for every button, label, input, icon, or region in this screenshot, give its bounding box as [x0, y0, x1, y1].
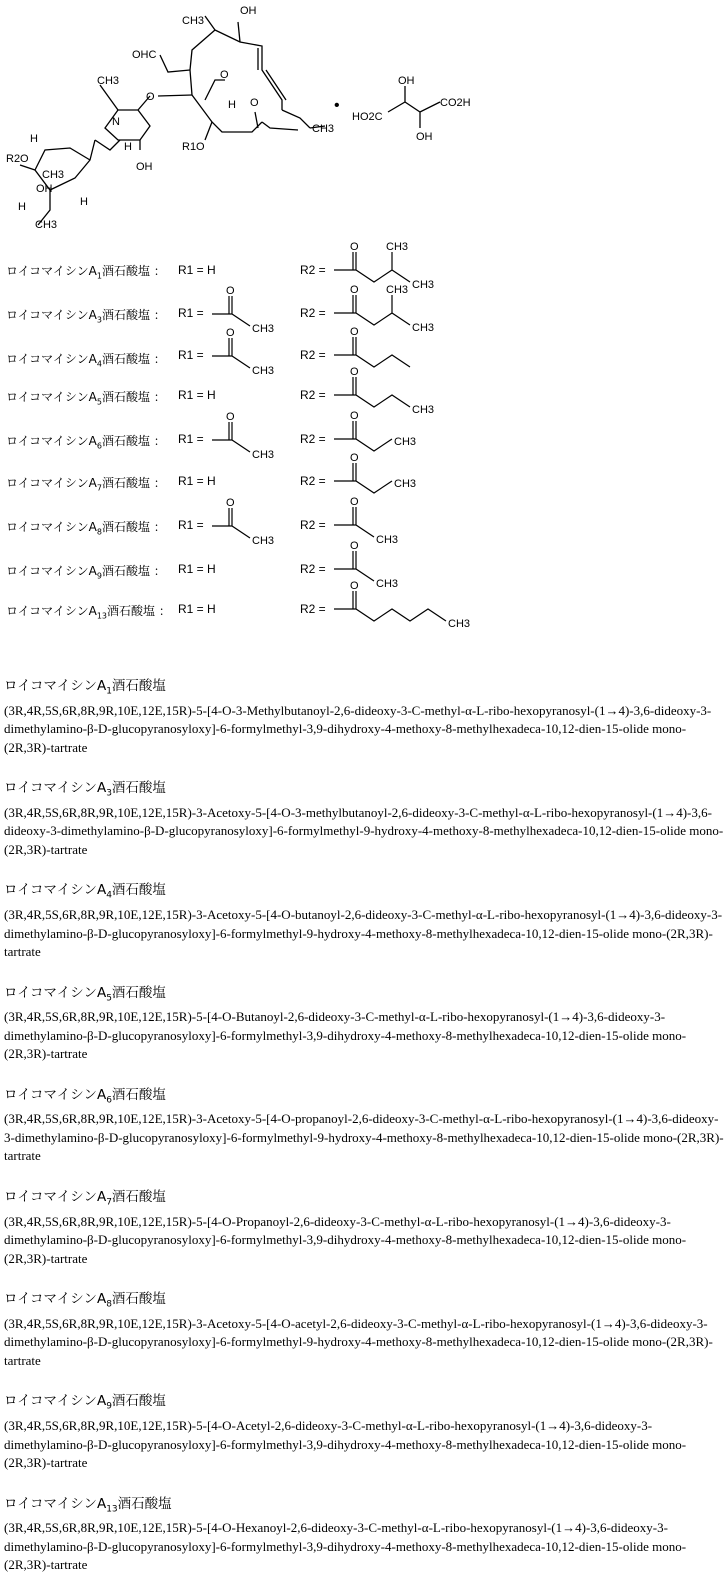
r2-row-3: R2 =	[300, 348, 326, 362]
r1-row-1: R1 = H	[178, 263, 216, 277]
entry-title: ロイコマイシン$A_5$酒石酸塩	[4, 984, 166, 1004]
label-oh-sugar2: OH	[36, 183, 53, 195]
atom-ch3: CH3	[412, 404, 435, 416]
label-oh-tartrate-1: OH	[398, 75, 415, 87]
label-o-lactone: O	[250, 97, 259, 109]
label-oh-tartrate-2: OH	[416, 131, 433, 143]
list-item	[4, 880, 726, 961]
r2-row-8: R2 =	[300, 562, 326, 576]
r2-row-5: R2 =	[300, 432, 326, 446]
entry-text: (3R,4R,5S,6R,8R,9R,10E,12E,15R)-5-[4-O-Acetyl-2,6-dideoxy-3-C-methyl-α-L-ribo-hexopyranosyl-(1→4)-3,6-dideoxy-3-dimethylamino-β-D-glucopyranosyloxy]-6-formylmethyl-3,9-dihydroxy-4-methoxy-8-methylhexadeca-10,12-dien-15-olide mono-(2R,3R)-tartrate	[4, 1418, 687, 1470]
list-item	[4, 1494, 726, 1575]
label-n: N	[112, 116, 120, 128]
atom-o: O	[350, 496, 359, 508]
atom-ch3: CH3	[412, 322, 435, 334]
table-row-name: ロイコマイシン$A_8$酒石酸塩 ：	[6, 520, 166, 537]
atom-ch3: CH3	[252, 535, 275, 547]
label-h-sugar1: H	[124, 141, 132, 153]
atom-o: O	[350, 284, 359, 296]
structure-labels	[6, 5, 471, 231]
r1-row-6: R1 = H	[178, 474, 216, 488]
atom-ch3: CH3	[394, 478, 417, 490]
atom-ch3: CH3	[412, 279, 435, 291]
table-row-name: ロイコマイシン$A_{13}$酒石酸塩 ：	[6, 604, 171, 621]
atom-o: O	[226, 285, 235, 297]
label-ch3-sugar: CH3	[97, 75, 120, 87]
label-ch3-sugar2: CH3	[42, 169, 65, 181]
label-h-ring: H	[228, 99, 236, 111]
label-ch3-lactone: CH3	[312, 123, 335, 135]
label-h-sugar2: H	[30, 133, 38, 145]
r1-row-9: R1 = H	[178, 602, 216, 616]
r2-row-9: R2 =	[300, 602, 326, 616]
entry-text: (3R,4R,5S,6R,8R,9R,10E,12E,15R)-5-[4-O-Hexanoyl-2,6-dideoxy-3-C-methyl-α-L-ribo-hexopyranosyl-(1→4)-3,6-dideoxy-3-dimethylamino-β-D-glucopyranosyloxy]-6-formylmethyl-3,9-dihydroxy-4-methoxy-8-methylhexadeca-10,12-dien-15-olide mono-(2R,3R)-tartrate	[4, 1520, 687, 1573]
atom-o: O	[226, 411, 235, 423]
label-oh-sugar: OH	[136, 161, 153, 173]
table-row-name: ロイコマイシン$A_6$酒石酸塩 ：	[6, 434, 166, 451]
list-item	[4, 1391, 726, 1472]
entry-text: (3R,4R,5S,6R,8R,9R,10E,12E,15R)-5-[4-O-3-Methylbutanoyl-2,6-dideoxy-3-C-methyl-α-L-ribo-hexopyranosyl-(1→4)-3,6-dideoxy-3-dimethylamino-β-D-glucopyranosyloxy]-6-formylmethyl-3,9-dihydroxy-4-methoxy-8-methylhexadeca-10,12-dien-15-olide mono-(2R,3R)-tartrate	[4, 702, 712, 755]
label-h-sugar2b: H	[80, 196, 88, 208]
entry-text: (3R,4R,5S,6R,8R,9R,10E,12E,15R)-3-Acetoxy-5-[4-O-acetyl-2,6-dideoxy-3-C-methyl-α-L-ribo-hexopyranosyl-(1→4)-3,6-dideoxy-3-dimethylamino-β-D-glucopyranosyloxy]-6-formylmethyl-9-hydroxy-4-methoxy-8-methylhexadeca-10,12-dien-15-olide mono-(2R,3R)-tartrate	[4, 1315, 713, 1368]
atom-o: O	[226, 497, 235, 509]
atom-o: O	[226, 327, 235, 339]
label-co2h: CO2H	[440, 97, 471, 109]
label-ch3-top: CH3	[182, 15, 205, 27]
atom-ch3: CH3	[448, 618, 471, 630]
entry-title: ロイコマイシン$A_4$酒石酸塩	[4, 882, 166, 902]
atom-o: O	[350, 540, 359, 552]
atom-ch3: CH3	[252, 365, 275, 377]
r1-row-3: R1 =	[178, 348, 204, 362]
atom-o: O	[350, 326, 359, 338]
r1-row-2: R1 =	[178, 306, 204, 320]
label-r1o: R1O	[182, 141, 205, 153]
entry-title: ロイコマイシン$A_8$酒石酸塩	[4, 1291, 166, 1310]
table-row-name: ロイコマイシン$A_4$酒石酸塩 ：	[6, 352, 166, 369]
atom-o: O	[350, 452, 359, 464]
atom-ch3: CH3	[386, 241, 409, 253]
list-item	[4, 676, 726, 757]
chemical-names	[4, 676, 726, 1596]
r1-row-7: R1 =	[178, 518, 204, 532]
atom-o: O	[350, 241, 359, 253]
list-item	[4, 778, 726, 859]
r-labels	[178, 263, 326, 616]
label-dot: •	[334, 97, 340, 114]
substituent-structures	[0, 240, 728, 660]
atom-ch3: CH3	[376, 534, 399, 546]
r2-row-7: R2 =	[300, 518, 326, 532]
r2-row-4: R2 =	[300, 388, 326, 402]
atom-o: O	[350, 366, 359, 378]
list-item	[4, 1289, 726, 1370]
atom-ch3: CH3	[376, 578, 399, 590]
label-h-sugar2c: H	[18, 201, 26, 213]
entry-title: ロイコマイシン$A_9$酒石酸塩	[4, 1393, 166, 1412]
table-row-name: ロイコマイシン$A_1$酒石酸塩 ：	[6, 264, 166, 281]
r1-row-8: R1 = H	[178, 562, 216, 576]
atom-ch3: CH3	[394, 436, 417, 448]
entry-title: ロイコマイシン$A_7$酒石酸塩	[4, 1188, 166, 1208]
r2-row-2: R2 =	[300, 306, 326, 320]
atom-ch3: CH3	[386, 284, 409, 296]
table-row-name: ロイコマイシン$A_3$酒石酸塩 ：	[6, 308, 166, 325]
table-row-name: ロイコマイシン$A_7$酒石酸塩 ：	[6, 476, 166, 493]
atom-o: O	[350, 580, 359, 592]
r1-row-4: R1 = H	[178, 388, 216, 402]
label-ohc: OHC	[132, 49, 157, 61]
atom-ch3: CH3	[252, 449, 275, 461]
r1-row-5: R1 =	[178, 432, 204, 446]
entry-text: (3R,4R,5S,6R,8R,9R,10E,12E,15R)-5-[4-O-Butanoyl-2,6-dideoxy-3-C-methyl-α-L-ribo-hexopyranosyl-(1→4)-3,6-dideoxy-3-dimethylamino-β-D-glucopyranosyloxy]-6-formylmethyl-3,9-dihydroxy-4-methoxy-8-methylhexadeca-10,12-dien-15-olide mono-(2R,3R)-tartrate	[4, 1009, 687, 1062]
chemical-structure	[0, 0, 728, 240]
acyl-atom-labels	[226, 241, 470, 630]
list-item	[4, 1085, 726, 1166]
label-o-methoxy: O	[220, 69, 229, 81]
entry-title: ロイコマイシン$A_3$酒石酸塩	[4, 780, 166, 799]
label-o-glycoside: O	[146, 91, 155, 103]
table-row-name: ロイコマイシン$A_5$酒石酸塩 ：	[6, 390, 166, 407]
r2-row-1: R2 =	[300, 263, 326, 277]
entry-title: ロイコマイシン$A_6$酒石酸塩	[4, 1086, 166, 1106]
r2-row-6: R2 =	[300, 474, 326, 488]
entry-title: ロイコマイシン$A_1$酒石酸塩	[4, 678, 166, 697]
list-item	[4, 983, 726, 1064]
atom-o: O	[350, 410, 359, 422]
label-r2o: R2O	[6, 153, 29, 165]
label-oh-top: OH	[240, 5, 257, 17]
table-row-name: ロイコマイシン$A_9$酒石酸塩 ：	[6, 564, 166, 581]
atom-ch3: CH3	[252, 323, 275, 335]
label-ch3-bottom: CH3	[35, 219, 58, 231]
entry-text: (3R,4R,5S,6R,8R,9R,10E,12E,15R)-3-Acetoxy-5-[4-O-3-methylbutanoyl-2,6-dideoxy-3-C-methyl-α-L-ribo-hexopyranosyl-(1→4)-3,6-dideoxy-3-dimethylamino-β-D-glucopyranosyloxy]-6-formylmethyl-9-hydroxy-4-methoxy-8-methylhexadeca-10,12-dien-15-olide mono-(2R,3R)-tartrate	[4, 804, 724, 857]
list-item	[4, 1187, 726, 1268]
entry-title: ロイコマイシン$A_{13}$酒石酸塩	[4, 1495, 172, 1515]
entry-text: (3R,4R,5S,6R,8R,9R,10E,12E,15R)-3-Acetoxy-5-[4-O-propanoyl-2,6-dideoxy-3-C-methyl-α-L-ribo-hexopyranosyl-(1→4)-3,6-dideoxy-3-dimethylamino-β-D-glucopyranosyloxy]-6-formylmethyl-9-hydroxy-4-methoxy-8-methylhexadeca-10,12-dien-15-olide mono-(2R,3R)-tartrate	[4, 1111, 724, 1164]
label-ho2c: HO2C	[352, 111, 383, 123]
entry-text: (3R,4R,5S,6R,8R,9R,10E,12E,15R)-5-[4-O-Propanoyl-2,6-dideoxy-3-C-methyl-α-L-ribo-hexopyranosyl-(1→4)-3,6-dideoxy-3-dimethylamino-β-D-glucopyranosyloxy]-6-formylmethyl-3,9-dihydroxy-4-methoxy-8-methylhexadeca-10,12-dien-15-olide mono-(2R,3R)-tartrate	[4, 1213, 687, 1266]
entry-text: (3R,4R,5S,6R,8R,9R,10E,12E,15R)-3-Acetoxy-5-[4-O-butanoyl-2,6-dideoxy-3-C-methyl-α-L-ribo-hexopyranosyl-(1→4)-3,6-dideoxy-3-dimethylamino-β-D-glucopyranosyloxy]-6-formylmethyl-9-hydroxy-4-methoxy-8-methylhexadeca-10,12-dien-15-olide mono-(2R,3R)-tartrate	[4, 907, 723, 960]
